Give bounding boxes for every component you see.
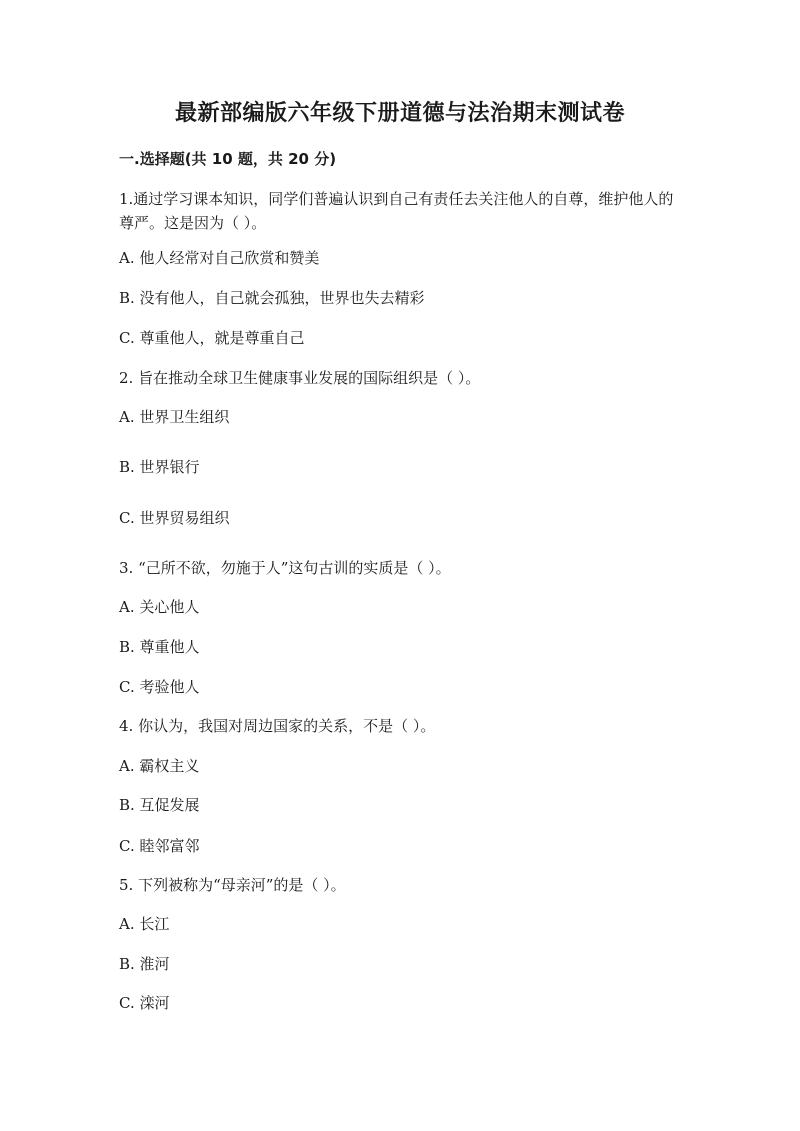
question-4-option-a: A. 霸权主义 <box>119 757 200 775</box>
question-4-option-c: C. 睦邻富邻 <box>119 837 200 855</box>
question-1-option-b: B. 没有他人，自己就会孤独，世界也失去精彩 <box>119 289 425 307</box>
question-2-stem: 2. 旨在推动全球卫生健康事业发展的国际组织是（ ）。 <box>119 369 481 387</box>
question-1-stem: 1.通过学习课本知识，同学们普遍认识到自己有责任去关注他人的自尊，维护他人的尊严。这是因为（ ）。 <box>119 190 674 232</box>
question-2-option-b: B. 世界银行 <box>119 458 200 476</box>
question-1-option-a: A. 他人经常对自己欣赏和赞美 <box>119 249 320 267</box>
question-4-option-b: B. 互促发展 <box>119 796 200 814</box>
question-5-option-c: C. 滦河 <box>119 994 170 1012</box>
question-5-stem: 5. 下列被称为“母亲河”的是（ ）。 <box>119 876 346 894</box>
question-5-option-a: A. 长江 <box>119 915 170 933</box>
question-3-option-a: A. 关心他人 <box>119 598 200 616</box>
page-title: 最新部编版六年级下册道德与法治期末测试卷 <box>174 101 625 126</box>
question-1-option-c: C. 尊重他人，就是尊重自己 <box>119 329 305 347</box>
question-3-option-b: B. 尊重他人 <box>119 638 200 656</box>
section-header: 一.选择题(共 10 题，共 20 分) <box>119 150 337 168</box>
question-3-stem: 3. “己所不欲，勿施于人”这句古训的实质是（ ）。 <box>119 559 451 577</box>
question-5-option-b: B. 淮河 <box>119 955 170 973</box>
question-3-option-c: C. 考验他人 <box>119 678 200 696</box>
question-4-stem: 4. 你认为，我国对周边国家的关系，不是（ ）。 <box>119 717 436 735</box>
question-2-option-c: C. 世界贸易组织 <box>119 509 230 527</box>
question-2-option-a: A. 世界卫生组织 <box>119 408 230 426</box>
